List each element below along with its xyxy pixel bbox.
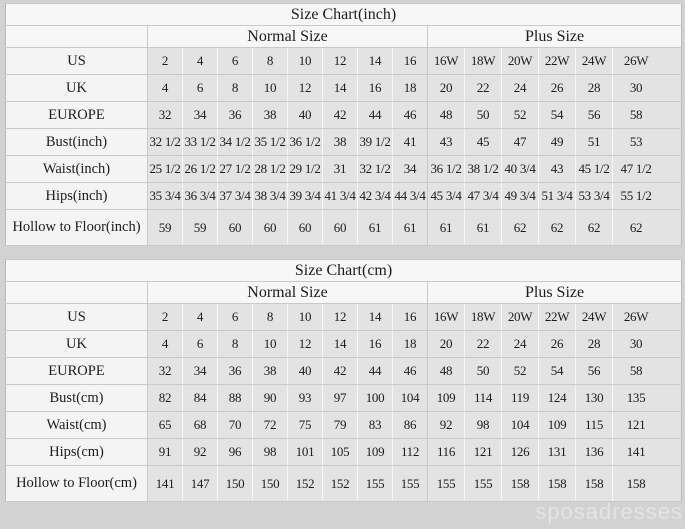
size-cell: 54 bbox=[539, 102, 576, 129]
size-cell: 8 bbox=[253, 304, 288, 331]
row-label: US bbox=[6, 48, 148, 75]
size-cell: 42 3/4 bbox=[358, 183, 393, 210]
table-title-row bbox=[6, 4, 682, 26]
size-cell: 32 1/2 bbox=[358, 156, 393, 183]
size-cell: 24W bbox=[576, 304, 613, 331]
row-label: Hips(inch) bbox=[6, 183, 148, 210]
size-cell: 158 bbox=[539, 466, 576, 502]
size-cell: 49 bbox=[539, 129, 576, 156]
size-cell: 45 bbox=[465, 129, 502, 156]
size-cell: 34 1/2 bbox=[218, 129, 253, 156]
size-cell: 29 1/2 bbox=[288, 156, 323, 183]
size-cell: 12 bbox=[288, 331, 323, 358]
row-label: EUROPE bbox=[6, 358, 148, 385]
size-cell: 152 bbox=[288, 466, 323, 502]
group-spacer-cell bbox=[6, 26, 148, 48]
size-cell: 6 bbox=[218, 304, 253, 331]
row-label: Bust(cm) bbox=[6, 385, 148, 412]
size-cell: 65 bbox=[148, 412, 183, 439]
size-cell: 91 bbox=[148, 439, 183, 466]
size-cell: 28 bbox=[576, 75, 613, 102]
size-cell: 38 1/2 bbox=[465, 156, 502, 183]
size-cell: 38 3/4 bbox=[253, 183, 288, 210]
size-cell: 62 bbox=[576, 210, 613, 246]
table-row bbox=[6, 102, 682, 129]
size-cell: 47 3/4 bbox=[465, 183, 502, 210]
row-label: EUROPE bbox=[6, 102, 148, 129]
size-cell: 68 bbox=[183, 412, 218, 439]
size-cell: 60 bbox=[288, 210, 323, 246]
size-cell: 4 bbox=[148, 331, 183, 358]
size-cell: 135 bbox=[613, 385, 682, 412]
size-cell: 75 bbox=[288, 412, 323, 439]
size-cell: 36 1/2 bbox=[428, 156, 465, 183]
size-cell: 22 bbox=[465, 75, 502, 102]
size-cell: 82 bbox=[148, 385, 183, 412]
size-cell: 150 bbox=[218, 466, 253, 502]
size-cell: 16 bbox=[393, 48, 428, 75]
size-cell: 16 bbox=[358, 75, 393, 102]
table-title: Size Chart(cm) bbox=[6, 260, 682, 282]
table-row bbox=[6, 156, 682, 183]
size-cell: 60 bbox=[253, 210, 288, 246]
size-cell: 51 bbox=[576, 129, 613, 156]
row-label: Waist(inch) bbox=[6, 156, 148, 183]
size-cell: 4 bbox=[148, 75, 183, 102]
size-cell: 72 bbox=[253, 412, 288, 439]
row-label: Hollow to Floor(cm) bbox=[6, 466, 148, 502]
size-cell: 16 bbox=[393, 304, 428, 331]
size-cell: 93 bbox=[288, 385, 323, 412]
size-cell: 26W bbox=[613, 48, 682, 75]
size-cell: 38 bbox=[323, 129, 358, 156]
size-cell: 52 bbox=[502, 358, 539, 385]
row-label: UK bbox=[6, 75, 148, 102]
size-cell: 121 bbox=[613, 412, 682, 439]
size-cell: 58 bbox=[613, 358, 682, 385]
size-cell: 26W bbox=[613, 304, 682, 331]
size-cell: 136 bbox=[576, 439, 613, 466]
size-cell: 18 bbox=[393, 75, 428, 102]
size-cell: 59 bbox=[183, 210, 218, 246]
size-cell: 8 bbox=[253, 48, 288, 75]
table-title-row bbox=[6, 260, 682, 282]
group-header-normal-size: Normal Size bbox=[148, 26, 428, 48]
size-cell: 92 bbox=[428, 412, 465, 439]
size-cell: 26 1/2 bbox=[183, 156, 218, 183]
size-cell: 124 bbox=[539, 385, 576, 412]
size-cell: 18W bbox=[465, 304, 502, 331]
size-cell: 44 3/4 bbox=[393, 183, 428, 210]
size-cell: 10 bbox=[253, 331, 288, 358]
size-cell: 150 bbox=[253, 466, 288, 502]
size-cell: 40 3/4 bbox=[502, 156, 539, 183]
table-row bbox=[6, 466, 682, 502]
table-row bbox=[6, 210, 682, 246]
size-cell: 60 bbox=[323, 210, 358, 246]
size-cell: 20W bbox=[502, 304, 539, 331]
size-cell: 4 bbox=[183, 304, 218, 331]
size-cell: 14 bbox=[358, 48, 393, 75]
size-cell: 42 bbox=[323, 358, 358, 385]
size-cell: 43 bbox=[539, 156, 576, 183]
size-cell: 22W bbox=[539, 304, 576, 331]
size-cell: 31 bbox=[323, 156, 358, 183]
size-cell: 36 bbox=[218, 102, 253, 129]
size-cell: 16W bbox=[428, 48, 465, 75]
size-cell: 155 bbox=[428, 466, 465, 502]
size-cell: 36 3/4 bbox=[183, 183, 218, 210]
size-cell: 86 bbox=[393, 412, 428, 439]
size-cell: 2 bbox=[148, 304, 183, 331]
size-cell: 38 bbox=[253, 102, 288, 129]
size-cell: 34 bbox=[183, 358, 218, 385]
size-cell: 8 bbox=[218, 331, 253, 358]
size-cell: 16W bbox=[428, 304, 465, 331]
size-cell: 10 bbox=[288, 304, 323, 331]
size-cell: 42 bbox=[323, 102, 358, 129]
watermark: sposadresses bbox=[535, 499, 683, 524]
size-cell: 4 bbox=[183, 48, 218, 75]
size-cell: 56 bbox=[576, 102, 613, 129]
table-row bbox=[6, 331, 682, 358]
size-cell: 130 bbox=[576, 385, 613, 412]
size-cell: 54 bbox=[539, 358, 576, 385]
size-cell: 47 bbox=[502, 129, 539, 156]
size-cell: 158 bbox=[502, 466, 539, 502]
table-title: Size Chart(inch) bbox=[6, 4, 682, 26]
table-row bbox=[6, 75, 682, 102]
size-chart-inch-table bbox=[5, 3, 682, 246]
size-cell: 109 bbox=[539, 412, 576, 439]
size-cell: 50 bbox=[465, 102, 502, 129]
size-cell: 39 1/2 bbox=[358, 129, 393, 156]
size-cell: 141 bbox=[148, 466, 183, 502]
size-cell: 62 bbox=[539, 210, 576, 246]
size-cell: 62 bbox=[613, 210, 682, 246]
size-cell: 40 bbox=[288, 358, 323, 385]
row-label: US bbox=[6, 304, 148, 331]
size-cell: 97 bbox=[323, 385, 358, 412]
size-cell: 20 bbox=[428, 331, 465, 358]
row-label: Waist(cm) bbox=[6, 412, 148, 439]
size-cell: 14 bbox=[323, 75, 358, 102]
size-cell: 8 bbox=[218, 75, 253, 102]
size-cell: 18W bbox=[465, 48, 502, 75]
size-cell: 44 bbox=[358, 358, 393, 385]
table-row bbox=[6, 183, 682, 210]
row-label: Hips(cm) bbox=[6, 439, 148, 466]
size-cell: 53 3/4 bbox=[576, 183, 613, 210]
size-cell: 119 bbox=[502, 385, 539, 412]
size-cell: 28 1/2 bbox=[253, 156, 288, 183]
size-cell: 141 bbox=[613, 439, 682, 466]
table-row bbox=[6, 439, 682, 466]
size-cell: 116 bbox=[428, 439, 465, 466]
group-header-plus-size: Plus Size bbox=[428, 282, 682, 304]
size-cell: 44 bbox=[358, 102, 393, 129]
size-cell: 34 bbox=[183, 102, 218, 129]
size-cell: 50 bbox=[465, 358, 502, 385]
size-cell: 155 bbox=[358, 466, 393, 502]
size-cell: 48 bbox=[428, 102, 465, 129]
size-cell: 59 bbox=[148, 210, 183, 246]
size-cell: 20 bbox=[428, 75, 465, 102]
size-cell: 105 bbox=[323, 439, 358, 466]
size-cell: 155 bbox=[393, 466, 428, 502]
size-cell: 37 3/4 bbox=[218, 183, 253, 210]
table-row bbox=[6, 358, 682, 385]
size-cell: 32 1/2 bbox=[148, 129, 183, 156]
size-cell: 115 bbox=[576, 412, 613, 439]
table-row bbox=[6, 48, 682, 75]
size-cell: 26 bbox=[539, 75, 576, 102]
size-cell: 52 bbox=[502, 102, 539, 129]
size-cell: 46 bbox=[393, 358, 428, 385]
column-group-row bbox=[6, 282, 682, 304]
size-cell: 100 bbox=[358, 385, 393, 412]
size-cell: 84 bbox=[183, 385, 218, 412]
table-row bbox=[6, 304, 682, 331]
size-cell: 92 bbox=[183, 439, 218, 466]
size-cell: 61 bbox=[428, 210, 465, 246]
group-header-normal-size: Normal Size bbox=[148, 282, 428, 304]
size-cell: 158 bbox=[576, 466, 613, 502]
size-cell: 10 bbox=[253, 75, 288, 102]
size-cell: 51 3/4 bbox=[539, 183, 576, 210]
size-cell: 38 bbox=[253, 358, 288, 385]
size-cell: 131 bbox=[539, 439, 576, 466]
size-cell: 104 bbox=[393, 385, 428, 412]
size-cell: 70 bbox=[218, 412, 253, 439]
size-cell: 152 bbox=[323, 466, 358, 502]
size-cell: 60 bbox=[218, 210, 253, 246]
size-cell: 98 bbox=[253, 439, 288, 466]
size-cell: 22W bbox=[539, 48, 576, 75]
size-cell: 79 bbox=[323, 412, 358, 439]
size-cell: 121 bbox=[465, 439, 502, 466]
group-spacer-cell bbox=[6, 282, 148, 304]
size-cell: 114 bbox=[465, 385, 502, 412]
size-cell: 46 bbox=[393, 102, 428, 129]
size-chart-cm-table bbox=[5, 259, 682, 502]
size-cell: 14 bbox=[358, 304, 393, 331]
size-cell: 45 1/2 bbox=[576, 156, 613, 183]
size-cell: 12 bbox=[323, 304, 358, 331]
size-cell: 49 3/4 bbox=[502, 183, 539, 210]
size-cell: 18 bbox=[393, 331, 428, 358]
table-row bbox=[6, 412, 682, 439]
size-cell: 88 bbox=[218, 385, 253, 412]
size-cell: 12 bbox=[288, 75, 323, 102]
size-cell: 20W bbox=[502, 48, 539, 75]
size-cell: 35 1/2 bbox=[253, 129, 288, 156]
size-cell: 30 bbox=[613, 331, 682, 358]
size-cell: 24 bbox=[502, 75, 539, 102]
size-cell: 112 bbox=[393, 439, 428, 466]
size-cell: 12 bbox=[323, 48, 358, 75]
column-group-row bbox=[6, 26, 682, 48]
size-cell: 56 bbox=[576, 358, 613, 385]
size-cell: 101 bbox=[288, 439, 323, 466]
size-cell: 61 bbox=[465, 210, 502, 246]
table-row bbox=[6, 385, 682, 412]
size-cell: 6 bbox=[183, 331, 218, 358]
size-cell: 16 bbox=[358, 331, 393, 358]
size-cell: 27 1/2 bbox=[218, 156, 253, 183]
row-label: Hollow to Floor(inch) bbox=[6, 210, 148, 246]
size-cell: 104 bbox=[502, 412, 539, 439]
size-cell: 32 bbox=[148, 358, 183, 385]
size-cell: 25 1/2 bbox=[148, 156, 183, 183]
size-cell: 96 bbox=[218, 439, 253, 466]
size-cell: 6 bbox=[218, 48, 253, 75]
size-cell: 32 bbox=[148, 102, 183, 129]
size-cell: 36 1/2 bbox=[288, 129, 323, 156]
size-cell: 61 bbox=[358, 210, 393, 246]
size-cell: 83 bbox=[358, 412, 393, 439]
size-cell: 40 bbox=[288, 102, 323, 129]
size-cell: 58 bbox=[613, 102, 682, 129]
size-cell: 33 1/2 bbox=[183, 129, 218, 156]
row-label: Bust(inch) bbox=[6, 129, 148, 156]
size-cell: 34 bbox=[393, 156, 428, 183]
size-cell: 10 bbox=[288, 48, 323, 75]
size-cell: 90 bbox=[253, 385, 288, 412]
size-cell: 35 3/4 bbox=[148, 183, 183, 210]
size-cell: 26 bbox=[539, 331, 576, 358]
size-cell: 39 3/4 bbox=[288, 183, 323, 210]
size-cell: 98 bbox=[465, 412, 502, 439]
size-cell: 126 bbox=[502, 439, 539, 466]
table-row bbox=[6, 129, 682, 156]
size-cell: 14 bbox=[323, 331, 358, 358]
size-cell: 24W bbox=[576, 48, 613, 75]
size-cell: 155 bbox=[465, 466, 502, 502]
size-cell: 41 bbox=[393, 129, 428, 156]
size-cell: 158 bbox=[613, 466, 682, 502]
size-cell: 147 bbox=[183, 466, 218, 502]
size-cell: 53 bbox=[613, 129, 682, 156]
size-cell: 47 1/2 bbox=[613, 156, 682, 183]
size-cell: 45 3/4 bbox=[428, 183, 465, 210]
size-cell: 48 bbox=[428, 358, 465, 385]
size-cell: 55 1/2 bbox=[613, 183, 682, 210]
size-cell: 30 bbox=[613, 75, 682, 102]
size-cell: 109 bbox=[358, 439, 393, 466]
size-cell: 24 bbox=[502, 331, 539, 358]
size-cell: 109 bbox=[428, 385, 465, 412]
size-cell: 28 bbox=[576, 331, 613, 358]
size-cell: 36 bbox=[218, 358, 253, 385]
size-cell: 41 3/4 bbox=[323, 183, 358, 210]
row-label: UK bbox=[6, 331, 148, 358]
size-cell: 61 bbox=[393, 210, 428, 246]
group-header-plus-size: Plus Size bbox=[428, 26, 682, 48]
size-cell: 62 bbox=[502, 210, 539, 246]
size-cell: 2 bbox=[148, 48, 183, 75]
size-cell: 22 bbox=[465, 331, 502, 358]
size-cell: 43 bbox=[428, 129, 465, 156]
size-cell: 6 bbox=[183, 75, 218, 102]
